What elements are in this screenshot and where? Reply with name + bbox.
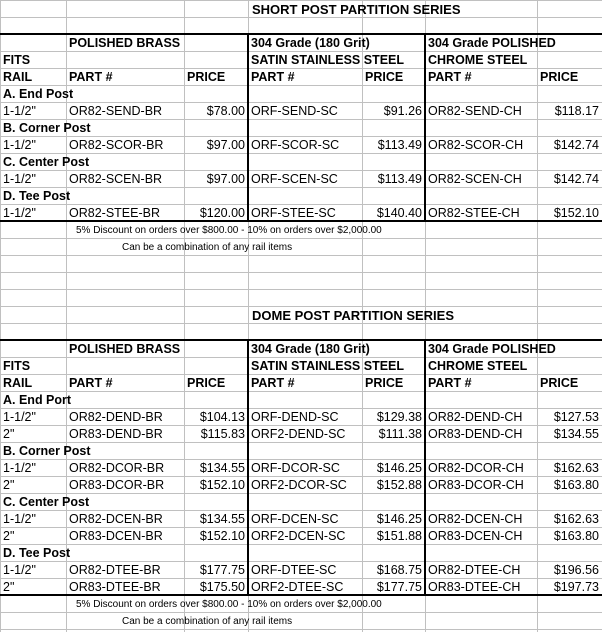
price-chrome[interactable]: $163.80 bbox=[553, 478, 599, 492]
combination-note[interactable]: Can be a combination of any rail items bbox=[122, 616, 293, 627]
price-brass[interactable]: $175.50 bbox=[199, 580, 245, 594]
price-chrome[interactable]: $196.56 bbox=[553, 563, 599, 577]
price-brass[interactable]: $152.10 bbox=[199, 478, 245, 492]
price-satin[interactable]: $146.25 bbox=[376, 512, 422, 526]
header-satin-stainless[interactable]: SATIN STAINLESS STEEL bbox=[251, 53, 405, 67]
part-number-brass[interactable]: OR82-DCOR-BR bbox=[69, 461, 165, 475]
price-brass[interactable]: $134.55 bbox=[199, 461, 245, 475]
part-number-brass[interactable]: OR82-DEND-BR bbox=[69, 410, 163, 424]
combination-note[interactable]: Can be a combination of any rail items bbox=[122, 242, 293, 253]
section-row-label[interactable]: D. Tee Post bbox=[3, 546, 71, 560]
part-number-chrome[interactable]: OR83-DCEN-CH bbox=[428, 529, 523, 543]
part-number-satin[interactable]: ORF2-DCEN-SC bbox=[251, 529, 346, 543]
part-number-brass[interactable]: OR82-DCEN-BR bbox=[69, 512, 163, 526]
section-row-label[interactable]: A. End Post bbox=[3, 87, 74, 101]
fits-size[interactable]: 2" bbox=[3, 478, 15, 492]
header-satin-grade[interactable]: 304 Grade (180 Grit) bbox=[251, 36, 370, 50]
price-satin[interactable]: $168.75 bbox=[376, 563, 422, 577]
part-number-satin[interactable]: ORF-SCOR-SC bbox=[251, 138, 340, 152]
table-border bbox=[424, 34, 426, 222]
fits-size[interactable]: 1-1/2" bbox=[3, 206, 36, 220]
fits-size[interactable]: 1-1/2" bbox=[3, 138, 36, 152]
part-number-brass[interactable]: OR83-DEND-BR bbox=[69, 427, 163, 441]
fits-size[interactable]: 1-1/2" bbox=[3, 410, 36, 424]
part-number-brass[interactable]: OR83-DCEN-BR bbox=[69, 529, 163, 543]
header-price[interactable]: PRICE bbox=[187, 70, 226, 84]
section-row-label[interactable]: C. Center Post bbox=[3, 495, 90, 509]
price-satin[interactable]: $111.38 bbox=[378, 427, 422, 441]
table-border bbox=[0, 33, 602, 35]
part-number-chrome[interactable]: OR83-DEND-CH bbox=[428, 427, 523, 441]
header-part-number[interactable]: PART # bbox=[251, 70, 295, 84]
price-satin[interactable]: $113.49 bbox=[377, 138, 422, 152]
table-border bbox=[424, 340, 426, 596]
header-chrome-steel[interactable]: CHROME STEEL bbox=[428, 359, 528, 373]
header-price[interactable]: PRICE bbox=[540, 376, 579, 390]
section-row-label[interactable]: A. End Port bbox=[3, 393, 72, 407]
part-number-chrome[interactable]: OR82-SEND-CH bbox=[428, 104, 522, 118]
header-chrome-grade[interactable]: 304 Grade POLISHED bbox=[428, 36, 556, 50]
part-number-satin[interactable]: ORF-DTEE-SC bbox=[251, 563, 337, 577]
price-satin[interactable]: $177.75 bbox=[376, 580, 422, 594]
gridline-vertical bbox=[0, 0, 1, 632]
price-brass[interactable]: $177.75 bbox=[199, 563, 245, 577]
header-part-number[interactable]: PART # bbox=[428, 376, 472, 390]
gridline-vertical bbox=[184, 0, 185, 632]
part-number-satin[interactable]: ORF-SCEN-SC bbox=[251, 172, 338, 186]
price-satin[interactable]: $91.26 bbox=[383, 104, 422, 118]
price-brass[interactable]: $104.13 bbox=[199, 410, 245, 424]
discount-note[interactable]: 5% Discount on orders over $800.00 - 10% on orders over $2,000.00 bbox=[76, 225, 382, 236]
part-number-brass[interactable]: OR82-SCEN-BR bbox=[69, 172, 163, 186]
price-satin[interactable]: $113.49 bbox=[377, 172, 422, 186]
part-number-chrome[interactable]: OR83-DTEE-CH bbox=[428, 580, 521, 594]
gridline-horizontal bbox=[0, 272, 602, 273]
price-chrome[interactable]: $162.63 bbox=[553, 461, 599, 475]
price-satin[interactable]: $129.38 bbox=[376, 410, 422, 424]
price-brass[interactable]: $97.00 bbox=[206, 172, 245, 186]
price-chrome[interactable]: $118.17 bbox=[554, 104, 599, 118]
price-brass[interactable]: $115.83 bbox=[200, 427, 245, 441]
header-price[interactable]: PRICE bbox=[540, 70, 579, 84]
price-satin[interactable]: $146.25 bbox=[376, 461, 422, 475]
header-polished-brass[interactable]: POLISHED BRASS bbox=[69, 36, 181, 50]
header-price[interactable]: PRICE bbox=[365, 70, 404, 84]
header-satin-grade[interactable]: 304 Grade (180 Grit) bbox=[251, 342, 370, 356]
gridline-horizontal bbox=[0, 289, 602, 290]
price-brass[interactable]: $134.55 bbox=[199, 512, 245, 526]
part-number-chrome[interactable]: OR82-DTEE-CH bbox=[428, 563, 521, 577]
part-number-satin[interactable]: ORF2-DCOR-SC bbox=[251, 478, 347, 492]
section-row-label[interactable]: D. Tee Post bbox=[3, 189, 71, 203]
section-row-label[interactable]: B. Corner Post bbox=[3, 121, 91, 135]
part-number-brass[interactable]: OR83-DCOR-BR bbox=[69, 478, 165, 492]
fits-size[interactable]: 1-1/2" bbox=[3, 563, 36, 577]
part-number-satin[interactable]: ORF2-DTEE-SC bbox=[251, 580, 344, 594]
part-number-satin[interactable]: ORF-DCEN-SC bbox=[251, 512, 339, 526]
header-fits[interactable]: FITS bbox=[3, 359, 31, 373]
price-chrome[interactable]: $134.55 bbox=[553, 427, 599, 441]
price-satin[interactable]: $140.40 bbox=[376, 206, 422, 220]
header-part-number[interactable]: PART # bbox=[69, 70, 113, 84]
price-chrome[interactable]: $142.74 bbox=[553, 138, 599, 152]
table-border bbox=[0, 339, 602, 341]
header-chrome-grade[interactable]: 304 Grade POLISHED bbox=[428, 342, 556, 356]
part-number-chrome[interactable]: OR82-DEND-CH bbox=[428, 410, 523, 424]
part-number-satin[interactable]: ORF-STEE-SC bbox=[251, 206, 336, 220]
part-number-brass[interactable]: OR82-STEE-BR bbox=[69, 206, 160, 220]
header-rail[interactable]: RAIL bbox=[3, 70, 33, 84]
price-chrome[interactable]: $163.80 bbox=[553, 529, 599, 543]
part-number-satin[interactable]: ORF-DEND-SC bbox=[251, 410, 339, 424]
price-brass[interactable]: $97.00 bbox=[206, 138, 245, 152]
header-price[interactable]: PRICE bbox=[365, 376, 404, 390]
part-number-brass[interactable]: OR83-DTEE-BR bbox=[69, 580, 161, 594]
part-number-chrome[interactable]: OR82-SCEN-CH bbox=[428, 172, 522, 186]
price-chrome[interactable]: $197.73 bbox=[553, 580, 599, 594]
header-part-number[interactable]: PART # bbox=[69, 376, 113, 390]
part-number-satin[interactable]: ORF-SEND-SC bbox=[251, 104, 338, 118]
part-number-chrome[interactable]: OR82-STEE-CH bbox=[428, 206, 520, 220]
header-satin-stainless[interactable]: SATIN STAINLESS STEEL bbox=[251, 359, 405, 373]
section-title[interactable]: SHORT POST PARTITION SERIES bbox=[252, 2, 461, 17]
price-brass[interactable]: $152.10 bbox=[199, 529, 245, 543]
price-chrome[interactable]: $127.53 bbox=[553, 410, 599, 424]
section-row-label[interactable]: C. Center Post bbox=[3, 155, 90, 169]
table-border bbox=[247, 34, 249, 222]
header-polished-brass[interactable]: POLISHED BRASS bbox=[69, 342, 181, 356]
part-number-satin[interactable]: ORF2-DEND-SC bbox=[251, 427, 346, 441]
price-brass[interactable]: $78.00 bbox=[206, 104, 245, 118]
fits-size[interactable]: 2" bbox=[3, 580, 15, 594]
header-part-number[interactable]: PART # bbox=[428, 70, 472, 84]
part-number-brass[interactable]: OR82-SCOR-BR bbox=[69, 138, 164, 152]
price-satin[interactable]: $151.88 bbox=[376, 529, 422, 543]
header-chrome-steel[interactable]: CHROME STEEL bbox=[428, 53, 528, 67]
discount-note[interactable]: 5% Discount on orders over $800.00 - 10% on orders over $2,000.00 bbox=[76, 599, 382, 610]
part-number-chrome[interactable]: OR82-DCOR-CH bbox=[428, 461, 524, 475]
header-rail[interactable]: RAIL bbox=[3, 376, 33, 390]
header-part-number[interactable]: PART # bbox=[251, 376, 295, 390]
table-border bbox=[247, 340, 249, 596]
section-row-label[interactable]: B. Corner Post bbox=[3, 444, 91, 458]
section-title[interactable]: DOME POST PARTITION SERIES bbox=[252, 308, 455, 323]
fits-size[interactable]: 1-1/2" bbox=[3, 461, 36, 475]
fits-size[interactable]: 2" bbox=[3, 427, 15, 441]
part-number-chrome[interactable]: OR83-DCOR-CH bbox=[428, 478, 524, 492]
price-chrome[interactable]: $142.74 bbox=[553, 172, 599, 186]
fits-size[interactable]: 2" bbox=[3, 529, 15, 543]
price-chrome[interactable]: $152.10 bbox=[553, 206, 599, 220]
header-price[interactable]: PRICE bbox=[187, 376, 226, 390]
part-number-brass[interactable]: OR82-SEND-BR bbox=[69, 104, 163, 118]
fits-size[interactable]: 1-1/2" bbox=[3, 104, 36, 118]
part-number-chrome[interactable]: OR82-SCOR-CH bbox=[428, 138, 524, 152]
fits-size[interactable]: 1-1/2" bbox=[3, 172, 36, 186]
price-chrome[interactable]: $162.63 bbox=[553, 512, 599, 526]
price-satin[interactable]: $152.88 bbox=[376, 478, 422, 492]
part-number-chrome[interactable]: OR82-DCEN-CH bbox=[428, 512, 523, 526]
header-fits[interactable]: FITS bbox=[3, 53, 31, 67]
price-brass[interactable]: $120.00 bbox=[199, 206, 245, 220]
part-number-brass[interactable]: OR82-DTEE-BR bbox=[69, 563, 161, 577]
part-number-satin[interactable]: ORF-DCOR-SC bbox=[251, 461, 340, 475]
fits-size[interactable]: 1-1/2" bbox=[3, 512, 36, 526]
